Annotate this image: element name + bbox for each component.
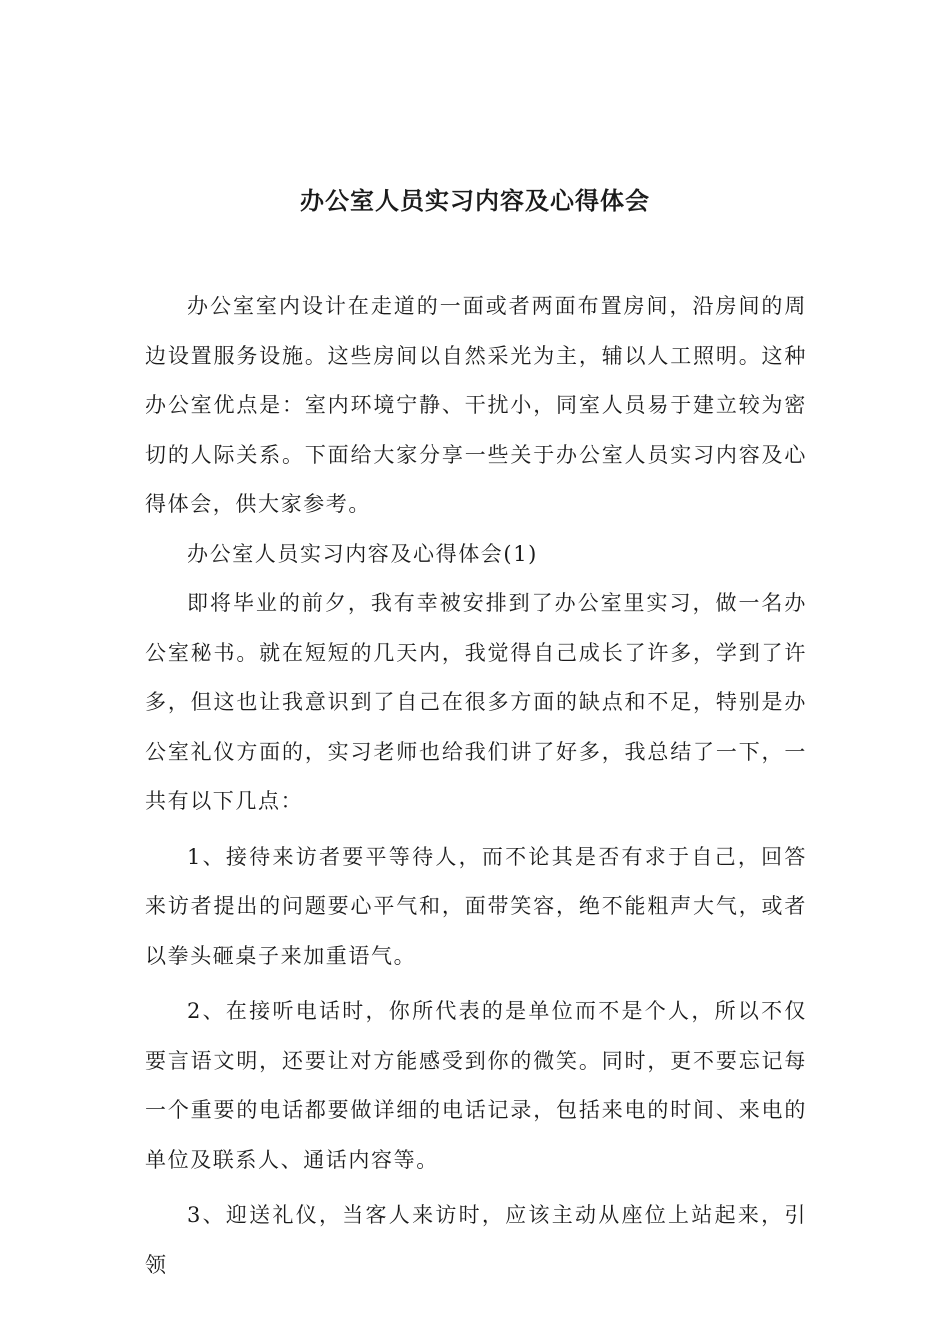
body-paragraph: 即将毕业的前夕，我有幸被安排到了办公室里实习，做一名办公室秘书。就在短短的几天内，我觉得自己成长了许多，学到了许多，但这也让我意识到了自己在很多方面的缺点和不足，特别是办公室礼仪方面的，实习老师也给我们讲了好多，我总结了一下，一共有以下几点： xyxy=(145,591,807,813)
document-title: 办公室人员实习内容及心得体会 xyxy=(300,186,650,215)
list-item-2: 2、在接听电话时，你所代表的是单位而不是个人，所以不仅要言语文明，还要让对方能感受到你的微笑。同时，更不要忘记每一个重要的电话都要做详细的电话记录，包括来电的时间、来电的单位及联系人、通话内容等。 xyxy=(145,999,807,1172)
intro-paragraph: 办公室室内设计在走道的一面或者两面布置房间，沿房间的周边设置服务设施。这些房间以自然采光为主，辅以人工照明。这种办公室优点是：室内环境宁静、干扰小，同室人员易于建立较为密切的人际关系。下面给大家分享一些关于办公室人员实习内容及心得体会，供大家参考。 xyxy=(145,294,807,516)
document-body xyxy=(145,282,807,1290)
list-item-1: 1、接待来访者要平等待人，而不论其是否有求于自己，回答来访者提出的问题要心平气和，面带笑容，绝不能粗声大气，或者以拳头砸桌子来加重语气。 xyxy=(145,844,807,968)
section-heading: 办公室人员实习内容及心得体会(1) xyxy=(187,541,538,566)
list-item-3: 3、迎送礼仪，当客人来访时，应该主动从座位上站起来，引领 xyxy=(145,1203,807,1277)
